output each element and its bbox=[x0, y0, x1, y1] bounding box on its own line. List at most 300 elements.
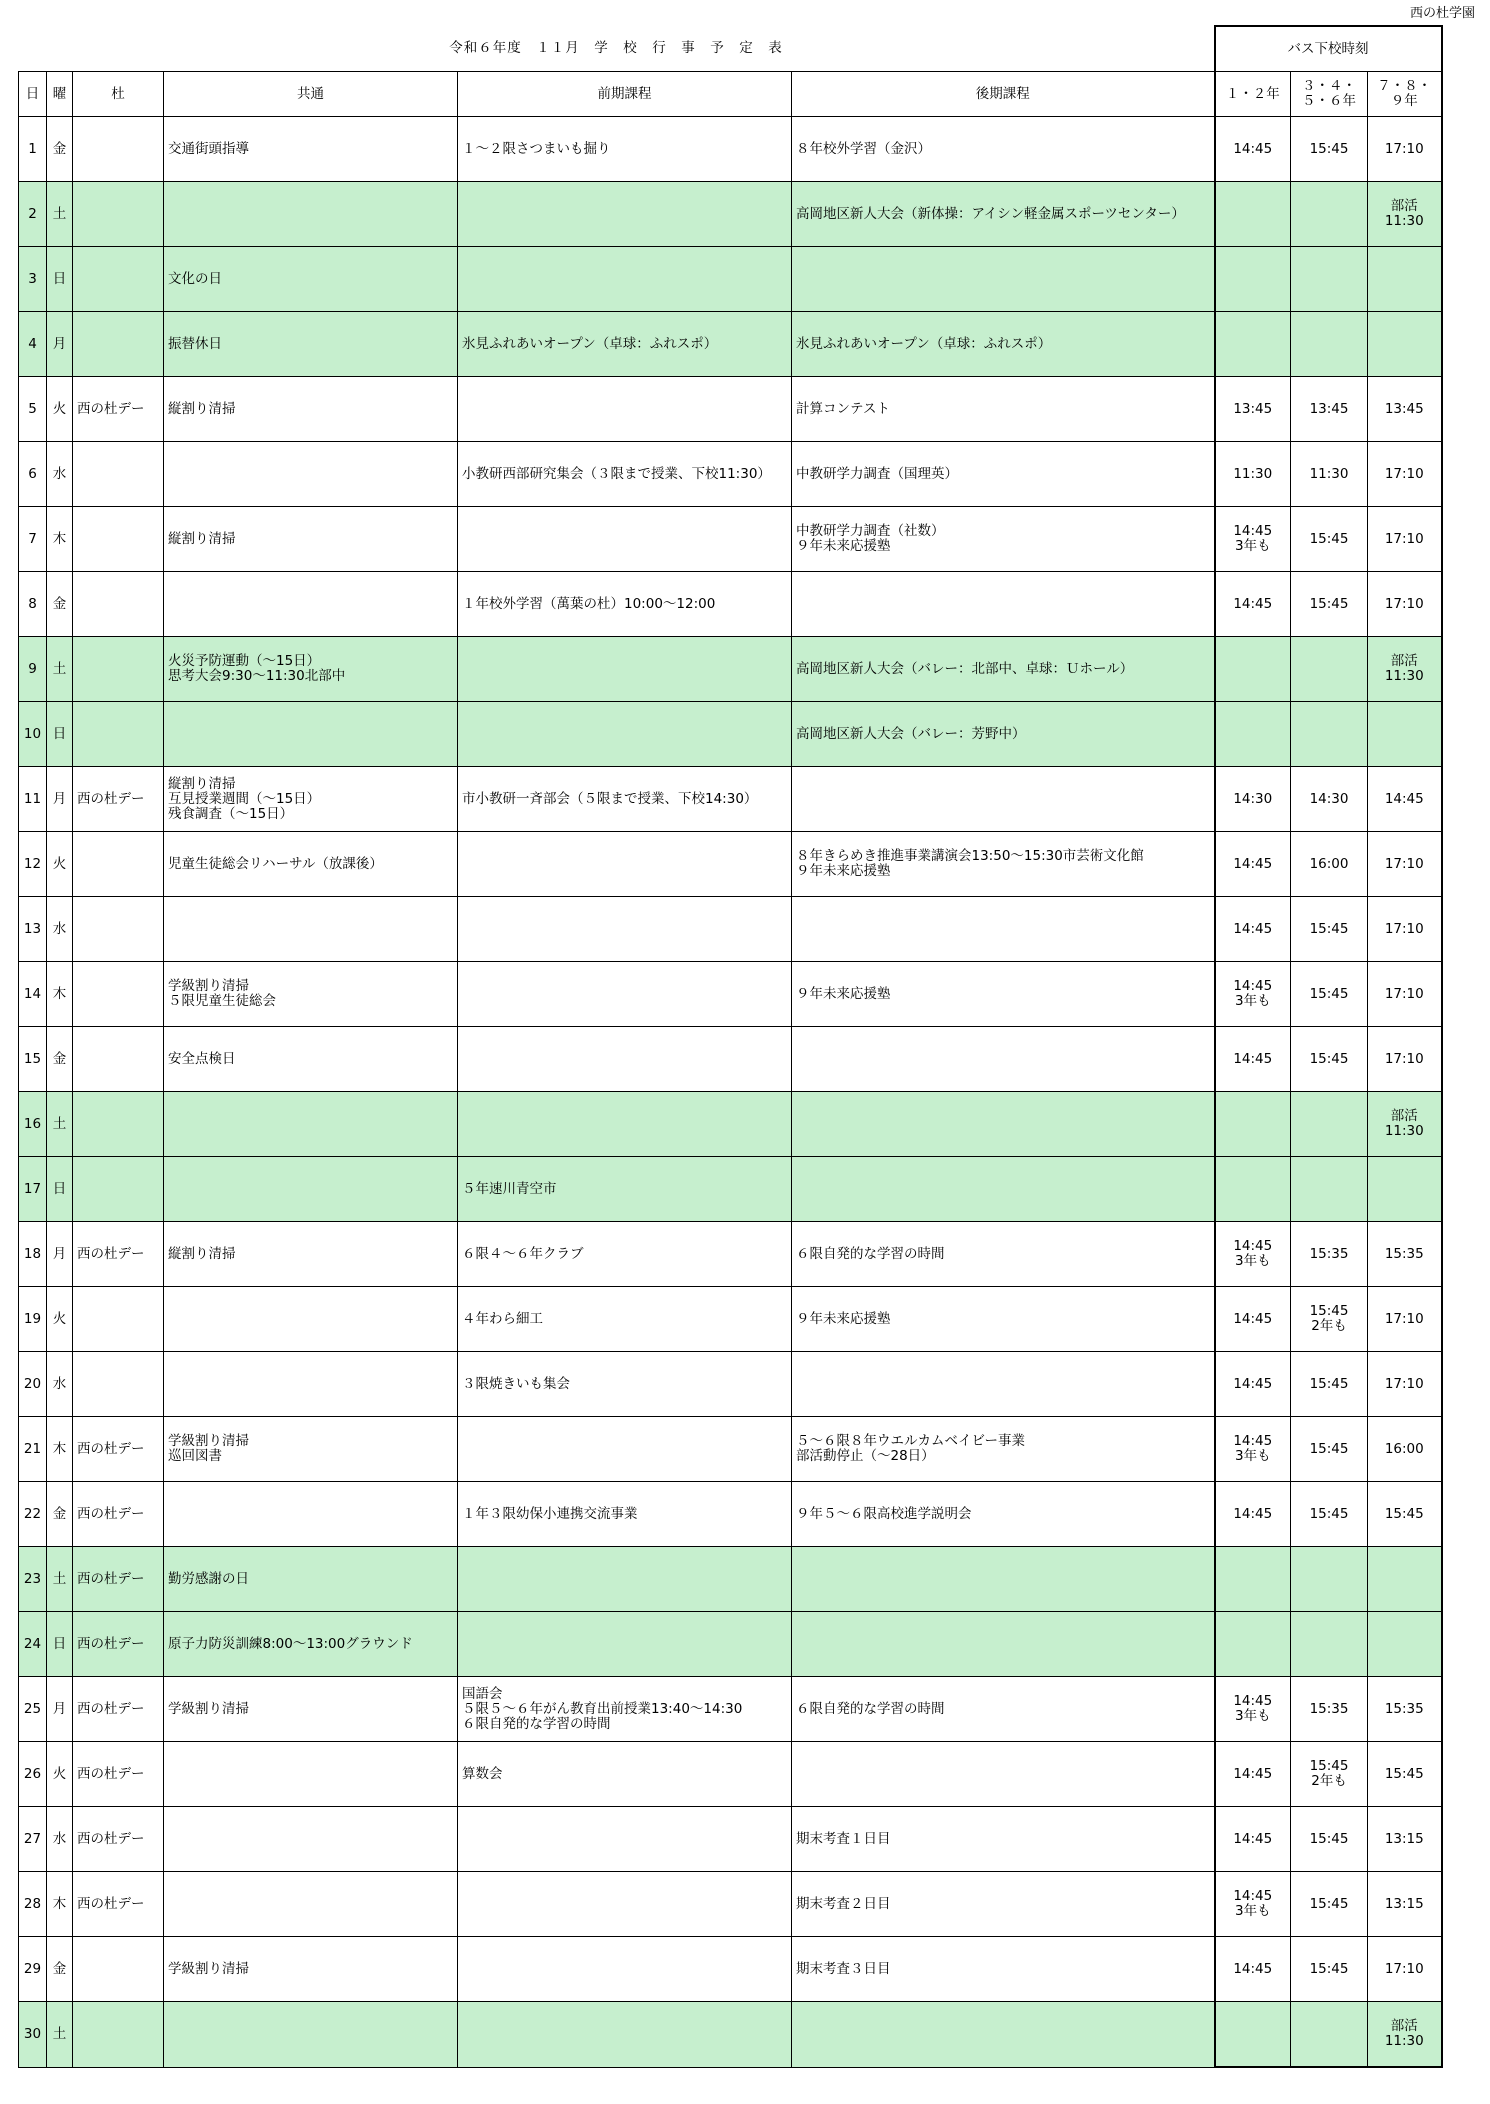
bus-time-3-6: 15:45 2年も bbox=[1291, 1287, 1368, 1352]
bus-time-1-2: 14:45 bbox=[1215, 117, 1291, 182]
mori-cell: 西の杜デー bbox=[73, 1612, 164, 1677]
bus-time-1-2: 14:45 bbox=[1215, 1742, 1291, 1807]
bus-time-7-9: 部活 11:30 bbox=[1368, 182, 1442, 247]
weekday-cell: 金 bbox=[47, 1482, 73, 1547]
schedule-row bbox=[19, 377, 1476, 442]
common-cell: 交通街頭指導 bbox=[164, 117, 458, 182]
bus-time-1-2: 14:45 3年も bbox=[1215, 507, 1291, 572]
bus-time-1-2: 14:45 bbox=[1215, 1807, 1291, 1872]
bus-time-7-9: 部活 11:30 bbox=[1368, 1092, 1442, 1157]
schedule-row bbox=[19, 442, 1476, 507]
late-course-cell: 中教研学力調査（社数） ９年未来応援塾 bbox=[792, 507, 1215, 572]
common-cell bbox=[164, 2002, 458, 2068]
early-course-cell bbox=[458, 2002, 792, 2068]
header-row bbox=[19, 72, 1476, 117]
weekday-cell: 日 bbox=[47, 1612, 73, 1677]
early-course-cell: １～２限さつまいも掘り bbox=[458, 117, 792, 182]
bus-time-1-2 bbox=[1215, 182, 1291, 247]
common-cell bbox=[164, 442, 458, 507]
bus-time-3-6 bbox=[1291, 182, 1368, 247]
common-cell bbox=[164, 572, 458, 637]
bus-time-7-9: 17:10 bbox=[1368, 1027, 1442, 1092]
weekday-cell: 月 bbox=[47, 1677, 73, 1742]
bus-time-3-6: 15:45 bbox=[1291, 1872, 1368, 1937]
early-course-cell bbox=[458, 1937, 792, 2002]
schedule-row bbox=[19, 767, 1476, 832]
bus-time-3-6 bbox=[1291, 312, 1368, 377]
early-course-cell: 氷見ふれあいオープン（卓球：ふれスポ） bbox=[458, 312, 792, 377]
bus-time-7-9: 13:45 bbox=[1368, 377, 1442, 442]
mori-cell: 西の杜デー bbox=[73, 1482, 164, 1547]
early-course-cell bbox=[458, 1092, 792, 1157]
page-title: 令和６年度 １１月 学 校 行 事 予 定 表 bbox=[19, 26, 1215, 72]
bus-time-1-2: 14:45 3年も bbox=[1215, 1222, 1291, 1287]
schedule-row bbox=[19, 1547, 1476, 1612]
bus-time-7-9: 13:15 bbox=[1368, 1872, 1442, 1937]
early-course-cell bbox=[458, 702, 792, 767]
schedule-row bbox=[19, 1807, 1476, 1872]
bus-time-1-2: 14:45 3年も bbox=[1215, 1872, 1291, 1937]
weekday-cell: 土 bbox=[47, 1547, 73, 1612]
bus-time-7-9: 17:10 bbox=[1368, 1287, 1442, 1352]
mori-cell: 西の杜デー bbox=[73, 1677, 164, 1742]
bus-time-3-6: 15:45 bbox=[1291, 962, 1368, 1027]
common-cell bbox=[164, 1352, 458, 1417]
bus-time-3-6: 16:00 bbox=[1291, 832, 1368, 897]
day-cell: 21 bbox=[19, 1417, 47, 1482]
day-cell: 3 bbox=[19, 247, 47, 312]
common-cell: 縦割り清掃 bbox=[164, 377, 458, 442]
bus-time-1-2: 14:45 bbox=[1215, 1287, 1291, 1352]
weekday-cell: 土 bbox=[47, 637, 73, 702]
early-course-cell: ３限焼きいも集会 bbox=[458, 1352, 792, 1417]
day-cell: 24 bbox=[19, 1612, 47, 1677]
early-course-cell bbox=[458, 637, 792, 702]
late-course-cell bbox=[792, 1742, 1215, 1807]
weekday-cell: 金 bbox=[47, 572, 73, 637]
late-course-cell: 期末考査２日目 bbox=[792, 1872, 1215, 1937]
mori-cell bbox=[73, 1027, 164, 1092]
bus-time-7-9: 17:10 bbox=[1368, 962, 1442, 1027]
late-course-cell bbox=[792, 897, 1215, 962]
schedule-row bbox=[19, 962, 1476, 1027]
late-course-cell bbox=[792, 1157, 1215, 1222]
bus-time-1-2: 14:45 bbox=[1215, 1937, 1291, 2002]
bus-time-1-2: 14:45 3年も bbox=[1215, 1677, 1291, 1742]
bus-time-3-6: 13:45 bbox=[1291, 377, 1368, 442]
bus-time-1-2: 14:45 bbox=[1215, 1352, 1291, 1417]
late-course-cell: ８年きらめき推進事業講演会13:50～15:30市芸術文化館 ９年未来応援塾 bbox=[792, 832, 1215, 897]
bus-time-7-9: 17:10 bbox=[1368, 572, 1442, 637]
schedule-row bbox=[19, 832, 1476, 897]
late-course-cell: ６限自発的な学習の時間 bbox=[792, 1222, 1215, 1287]
bus-time-3-6: 15:45 bbox=[1291, 1937, 1368, 2002]
bus-time-7-9: 15:35 bbox=[1368, 1222, 1442, 1287]
late-course-cell: ６限自発的な学習の時間 bbox=[792, 1677, 1215, 1742]
schedule-row bbox=[19, 1677, 1476, 1742]
mori-cell bbox=[73, 312, 164, 377]
header-grade-1-2: １・２年 bbox=[1215, 72, 1291, 117]
bus-time-3-6: 15:45 bbox=[1291, 897, 1368, 962]
late-course-cell: 高岡地区新人大会（バレー：北部中、卓球：Ｕホール） bbox=[792, 637, 1215, 702]
bus-time-3-6: 15:35 bbox=[1291, 1677, 1368, 1742]
day-cell: 4 bbox=[19, 312, 47, 377]
bus-time-3-6: 11:30 bbox=[1291, 442, 1368, 507]
schedule-row bbox=[19, 1287, 1476, 1352]
schedule-row bbox=[19, 1872, 1476, 1937]
schedule-row bbox=[19, 1222, 1476, 1287]
early-course-cell: ５年速川青空市 bbox=[458, 1157, 792, 1222]
schedule-row bbox=[19, 1352, 1476, 1417]
header-grade-3-6: ３・４・ ５・６年 bbox=[1291, 72, 1368, 117]
bus-time-7-9: 17:10 bbox=[1368, 442, 1442, 507]
common-cell bbox=[164, 1742, 458, 1807]
common-cell: 学級割り清掃 ５限児童生徒総会 bbox=[164, 962, 458, 1027]
weekday-cell: 土 bbox=[47, 2002, 73, 2068]
late-course-cell: ９年未来応援塾 bbox=[792, 1287, 1215, 1352]
day-cell: 14 bbox=[19, 962, 47, 1027]
day-cell: 28 bbox=[19, 1872, 47, 1937]
bus-time-3-6: 14:30 bbox=[1291, 767, 1368, 832]
bus-time-1-2: 11:30 bbox=[1215, 442, 1291, 507]
common-cell: 学級割り清掃 bbox=[164, 1677, 458, 1742]
mori-cell: 西の杜デー bbox=[73, 1222, 164, 1287]
bus-time-1-2 bbox=[1215, 1547, 1291, 1612]
common-cell: 学級割り清掃 巡回図書 bbox=[164, 1417, 458, 1482]
late-course-cell bbox=[792, 767, 1215, 832]
mori-cell bbox=[73, 637, 164, 702]
day-cell: 23 bbox=[19, 1547, 47, 1612]
mori-cell: 西の杜デー bbox=[73, 1807, 164, 1872]
bus-time-3-6: 15:45 bbox=[1291, 507, 1368, 572]
late-course-cell bbox=[792, 1352, 1215, 1417]
late-course-cell: 期末考査１日目 bbox=[792, 1807, 1215, 1872]
bus-time-3-6: 15:45 bbox=[1291, 1417, 1368, 1482]
schedule-row bbox=[19, 1482, 1476, 1547]
early-course-cell bbox=[458, 1417, 792, 1482]
bus-time-1-2 bbox=[1215, 1612, 1291, 1677]
bus-time-3-6 bbox=[1291, 1547, 1368, 1612]
common-cell: 縦割り清掃 bbox=[164, 507, 458, 572]
day-cell: 25 bbox=[19, 1677, 47, 1742]
common-cell: 勤労感謝の日 bbox=[164, 1547, 458, 1612]
mori-cell bbox=[73, 962, 164, 1027]
bus-time-1-2: 14:30 bbox=[1215, 767, 1291, 832]
late-course-cell: 計算コンテスト bbox=[792, 377, 1215, 442]
title-row bbox=[19, 26, 1476, 72]
common-cell: 縦割り清掃 bbox=[164, 1222, 458, 1287]
header-grade-7-9: ７・８・ ９年 bbox=[1368, 72, 1442, 117]
mori-cell: 西の杜デー bbox=[73, 1742, 164, 1807]
bus-time-3-6: 15:45 bbox=[1291, 1807, 1368, 1872]
bus-time-7-9: 17:10 bbox=[1368, 1352, 1442, 1417]
bus-time-7-9: 14:45 bbox=[1368, 767, 1442, 832]
schedule-row bbox=[19, 702, 1476, 767]
bus-time-3-6: 15:45 bbox=[1291, 117, 1368, 182]
day-cell: 1 bbox=[19, 117, 47, 182]
day-cell: 5 bbox=[19, 377, 47, 442]
late-course-cell: 高岡地区新人大会（新体操：アイシン軽金属スポーツセンター） bbox=[792, 182, 1215, 247]
day-cell: 15 bbox=[19, 1027, 47, 1092]
bus-time-7-9: 15:35 bbox=[1368, 1677, 1442, 1742]
day-cell: 10 bbox=[19, 702, 47, 767]
early-course-cell: ４年わら細工 bbox=[458, 1287, 792, 1352]
common-cell bbox=[164, 1872, 458, 1937]
weekday-cell: 火 bbox=[47, 832, 73, 897]
weekday-cell: 月 bbox=[47, 1222, 73, 1287]
weekday-cell: 木 bbox=[47, 1417, 73, 1482]
bus-time-1-2 bbox=[1215, 1157, 1291, 1222]
late-course-cell: 中教研学力調査（国理英） bbox=[792, 442, 1215, 507]
bus-time-1-2 bbox=[1215, 247, 1291, 312]
late-course-cell: 高岡地区新人大会（バレー：芳野中） bbox=[792, 702, 1215, 767]
day-cell: 20 bbox=[19, 1352, 47, 1417]
weekday-cell: 月 bbox=[47, 767, 73, 832]
bus-time-3-6: 15:45 bbox=[1291, 1482, 1368, 1547]
bus-time-7-9 bbox=[1368, 312, 1442, 377]
mori-cell: 西の杜デー bbox=[73, 767, 164, 832]
schedule-row bbox=[19, 117, 1476, 182]
bus-time-3-6: 15:45 bbox=[1291, 572, 1368, 637]
bus-time-7-9 bbox=[1368, 1547, 1442, 1612]
bus-time-7-9 bbox=[1368, 702, 1442, 767]
bus-time-7-9: 13:15 bbox=[1368, 1807, 1442, 1872]
header-common: 共通 bbox=[164, 72, 458, 117]
bus-time-1-2: 14:45 bbox=[1215, 572, 1291, 637]
mori-cell bbox=[73, 182, 164, 247]
bus-time-3-6 bbox=[1291, 1157, 1368, 1222]
common-cell: 原子力防災訓練8:00～13:00グラウンド bbox=[164, 1612, 458, 1677]
mori-cell bbox=[73, 832, 164, 897]
common-cell bbox=[164, 1807, 458, 1872]
common-cell: 安全点検日 bbox=[164, 1027, 458, 1092]
bus-time-1-2 bbox=[1215, 637, 1291, 702]
bus-time-7-9: 17:10 bbox=[1368, 832, 1442, 897]
common-cell bbox=[164, 1157, 458, 1222]
weekday-cell: 金 bbox=[47, 117, 73, 182]
day-cell: 7 bbox=[19, 507, 47, 572]
bus-time-1-2: 14:45 3年も bbox=[1215, 962, 1291, 1027]
schedule-row bbox=[19, 507, 1476, 572]
bus-time-3-6: 15:45 bbox=[1291, 1352, 1368, 1417]
mori-cell: 西の杜デー bbox=[73, 377, 164, 442]
bus-time-7-9: 部活 11:30 bbox=[1368, 2002, 1442, 2068]
weekday-cell: 木 bbox=[47, 507, 73, 572]
schedule-row bbox=[19, 1937, 1476, 2002]
schedule-row bbox=[19, 182, 1476, 247]
bus-time-1-2: 14:45 bbox=[1215, 1027, 1291, 1092]
schedule-row bbox=[19, 637, 1476, 702]
mori-cell bbox=[73, 117, 164, 182]
late-course-cell: ８年校外学習（金沢） bbox=[792, 117, 1215, 182]
bus-time-3-6 bbox=[1291, 1092, 1368, 1157]
mori-cell: 西の杜デー bbox=[73, 1547, 164, 1612]
mori-cell bbox=[73, 897, 164, 962]
late-course-cell bbox=[792, 1547, 1215, 1612]
weekday-cell: 火 bbox=[47, 377, 73, 442]
mori-cell bbox=[73, 1157, 164, 1222]
early-course-cell bbox=[458, 507, 792, 572]
day-cell: 9 bbox=[19, 637, 47, 702]
common-cell bbox=[164, 897, 458, 962]
early-course-cell: ６限４～６年クラブ bbox=[458, 1222, 792, 1287]
header-mori: 杜 bbox=[73, 72, 164, 117]
bus-time-1-2 bbox=[1215, 2002, 1291, 2068]
early-course-cell bbox=[458, 1807, 792, 1872]
bus-time-7-9: 16:00 bbox=[1368, 1417, 1442, 1482]
schedule-row bbox=[19, 1157, 1476, 1222]
late-course-cell: 氷見ふれあいオープン（卓球：ふれスポ） bbox=[792, 312, 1215, 377]
bus-time-1-2: 14:45 bbox=[1215, 1482, 1291, 1547]
common-cell: 振替休日 bbox=[164, 312, 458, 377]
bus-time-7-9: 17:10 bbox=[1368, 117, 1442, 182]
day-cell: 17 bbox=[19, 1157, 47, 1222]
weekday-cell: 水 bbox=[47, 442, 73, 507]
common-cell: 学級割り清掃 bbox=[164, 1937, 458, 2002]
common-cell bbox=[164, 1092, 458, 1157]
early-course-cell bbox=[458, 1027, 792, 1092]
mori-cell bbox=[73, 2002, 164, 2068]
bus-time-3-6 bbox=[1291, 247, 1368, 312]
bus-time-3-6 bbox=[1291, 2002, 1368, 2068]
day-cell: 13 bbox=[19, 897, 47, 962]
day-cell: 18 bbox=[19, 1222, 47, 1287]
mori-cell bbox=[73, 1287, 164, 1352]
bus-time-1-2: 14:45 bbox=[1215, 832, 1291, 897]
weekday-cell: 金 bbox=[47, 1937, 73, 2002]
early-course-cell bbox=[458, 1547, 792, 1612]
day-cell: 2 bbox=[19, 182, 47, 247]
common-cell: 火災予防運動（～15日） 思考大会9:30～11:30北部中 bbox=[164, 637, 458, 702]
bus-time-1-2: 13:45 bbox=[1215, 377, 1291, 442]
mori-cell: 西の杜デー bbox=[73, 1417, 164, 1482]
late-course-cell: ９年５～６限高校進学説明会 bbox=[792, 1482, 1215, 1547]
common-cell bbox=[164, 1482, 458, 1547]
schedule-row bbox=[19, 247, 1476, 312]
bus-time-7-9: 部活 11:30 bbox=[1368, 637, 1442, 702]
early-course-cell: 小教研西部研究集会（３限まで授業、下校11:30） bbox=[458, 442, 792, 507]
weekday-cell: 木 bbox=[47, 1872, 73, 1937]
common-cell bbox=[164, 182, 458, 247]
bus-time-7-9: 15:45 bbox=[1368, 1742, 1442, 1807]
day-cell: 27 bbox=[19, 1807, 47, 1872]
day-cell: 6 bbox=[19, 442, 47, 507]
early-course-cell: 市小教研一斉部会（５限まで授業、下校14:30） bbox=[458, 767, 792, 832]
weekday-cell: 月 bbox=[47, 312, 73, 377]
late-course-cell: 期末考査３日目 bbox=[792, 1937, 1215, 2002]
weekday-cell: 火 bbox=[47, 1742, 73, 1807]
mori-cell bbox=[73, 702, 164, 767]
bus-time-7-9: 17:10 bbox=[1368, 897, 1442, 962]
late-course-cell bbox=[792, 2002, 1215, 2068]
schedule-row bbox=[19, 1092, 1476, 1157]
bus-time-3-6 bbox=[1291, 1612, 1368, 1677]
bus-time-7-9: 15:45 bbox=[1368, 1482, 1442, 1547]
weekday-cell: 土 bbox=[47, 182, 73, 247]
header-early: 前期課程 bbox=[458, 72, 792, 117]
bus-time-header: バス下校時刻 bbox=[1215, 26, 1442, 72]
weekday-cell: 日 bbox=[47, 702, 73, 767]
bus-time-7-9: 17:10 bbox=[1368, 507, 1442, 572]
early-course-cell bbox=[458, 897, 792, 962]
mori-cell bbox=[73, 1352, 164, 1417]
common-cell: 文化の日 bbox=[164, 247, 458, 312]
weekday-cell: 木 bbox=[47, 962, 73, 1027]
late-course-cell: ５～６限８年ウエルカムベイビー事業 部活動停止（～28日） bbox=[792, 1417, 1215, 1482]
bus-time-1-2: 14:45 3年も bbox=[1215, 1417, 1291, 1482]
early-course-cell bbox=[458, 1612, 792, 1677]
bus-time-1-2 bbox=[1215, 702, 1291, 767]
early-course-cell: 算数会 bbox=[458, 1742, 792, 1807]
mori-cell bbox=[73, 507, 164, 572]
mori-cell bbox=[73, 572, 164, 637]
schedule-row bbox=[19, 1417, 1476, 1482]
schedule-row bbox=[19, 2002, 1476, 2068]
schedule-row bbox=[19, 572, 1476, 637]
bus-time-1-2: 14:45 bbox=[1215, 897, 1291, 962]
common-cell: 縦割り清掃 互見授業週間（～15日） 残食調査（～15日） bbox=[164, 767, 458, 832]
late-course-cell bbox=[792, 1092, 1215, 1157]
early-course-cell: １年校外学習（萬葉の杜）10:00～12:00 bbox=[458, 572, 792, 637]
day-cell: 30 bbox=[19, 2002, 47, 2068]
common-cell bbox=[164, 1287, 458, 1352]
bus-time-3-6 bbox=[1291, 637, 1368, 702]
header-late: 後期課程 bbox=[792, 72, 1215, 117]
school-name: 西の杜学園 bbox=[1409, 6, 1475, 21]
early-course-cell: 国語会 ５限５～６年がん教育出前授業13:40～14:30 ６限自発的な学習の時間 bbox=[458, 1677, 792, 1742]
bus-time-1-2 bbox=[1215, 312, 1291, 377]
late-course-cell bbox=[792, 572, 1215, 637]
day-cell: 29 bbox=[19, 1937, 47, 2002]
weekday-cell: 水 bbox=[47, 1352, 73, 1417]
weekday-cell: 水 bbox=[47, 1807, 73, 1872]
late-course-cell bbox=[792, 1027, 1215, 1092]
late-course-cell bbox=[792, 1612, 1215, 1677]
weekday-cell: 日 bbox=[47, 247, 73, 312]
bus-time-3-6: 15:45 2年も bbox=[1291, 1742, 1368, 1807]
schedule-row bbox=[19, 312, 1476, 377]
day-cell: 11 bbox=[19, 767, 47, 832]
common-cell: 児童生徒総会リハーサル（放課後） bbox=[164, 832, 458, 897]
common-cell bbox=[164, 702, 458, 767]
weekday-cell: 日 bbox=[47, 1157, 73, 1222]
bus-time-3-6: 15:35 bbox=[1291, 1222, 1368, 1287]
day-cell: 19 bbox=[19, 1287, 47, 1352]
bus-time-3-6: 15:45 bbox=[1291, 1027, 1368, 1092]
weekday-cell: 水 bbox=[47, 897, 73, 962]
schedule-row bbox=[19, 1027, 1476, 1092]
bus-time-7-9 bbox=[1368, 1612, 1442, 1677]
bus-time-1-2 bbox=[1215, 1092, 1291, 1157]
early-course-cell bbox=[458, 832, 792, 897]
header-day: 日 bbox=[19, 72, 47, 117]
late-course-cell: ９年未来応援塾 bbox=[792, 962, 1215, 1027]
header-weekday: 曜 bbox=[47, 72, 73, 117]
weekday-cell: 土 bbox=[47, 1092, 73, 1157]
weekday-cell: 金 bbox=[47, 1027, 73, 1092]
schedule-row bbox=[19, 897, 1476, 962]
schedule-row bbox=[19, 1742, 1476, 1807]
early-course-cell: １年３限幼保小連携交流事業 bbox=[458, 1482, 792, 1547]
day-cell: 16 bbox=[19, 1092, 47, 1157]
day-cell: 8 bbox=[19, 572, 47, 637]
bus-time-3-6 bbox=[1291, 702, 1368, 767]
mori-cell bbox=[73, 1092, 164, 1157]
late-course-cell bbox=[792, 247, 1215, 312]
bus-time-7-9 bbox=[1368, 1157, 1442, 1222]
early-course-cell bbox=[458, 962, 792, 1027]
mori-cell bbox=[73, 442, 164, 507]
